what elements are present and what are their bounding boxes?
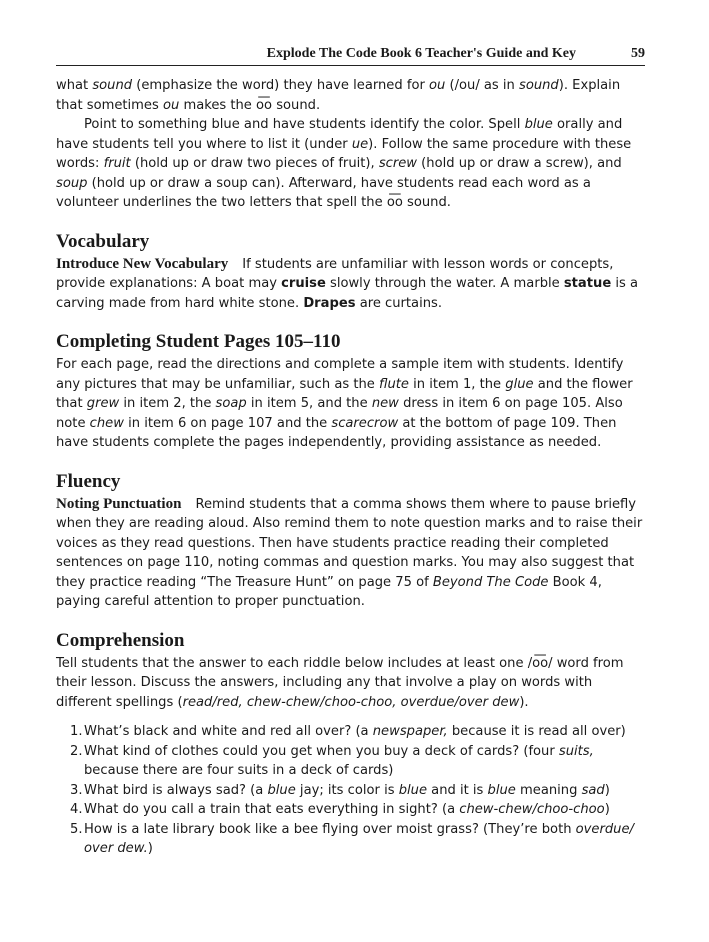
text-run: because there are four suits in a deck of cards) [84,763,394,778]
text-run: ) [604,802,610,817]
text-run: ) [147,841,153,856]
page-body [56,76,646,859]
text-run: What bird is always sad? (a [84,782,268,798]
fluency-runin-heading: Noting Punctuation [56,495,182,512]
italic-text: scarecrow [331,415,399,431]
text-run: and the flower that [56,376,633,411]
vocabulary-paragraph [56,255,646,314]
text-run: orally and have students tell you where to list it (under [56,117,623,152]
page-number: 59 [631,46,645,61]
text-run: in item 2, the [119,396,216,411]
italic-text: blue [398,782,428,798]
italic-text: soup [56,175,88,191]
text-run: meaning [515,782,582,798]
fluency-paragraph [56,495,646,612]
italic-text: flute [379,376,409,392]
comprehension-heading: Comprehension [56,629,185,651]
text-run: Book 4, paying careful attention to proper punctuation. [56,574,602,609]
text-run: is a carving made from hard white stone. [56,276,639,311]
italic-text: blue [524,117,553,132]
text-run: at the bottom of page 109. Then have students complete the pages independently, providing assistance as needed. [56,415,617,450]
riddle-item [70,781,646,801]
italic-text: soap [215,396,247,411]
text-run: (hold up or draw a screw), and [417,156,622,171]
riddle-number: 5. [70,821,83,837]
text-run: What kind of clothes could you get when you buy a deck of cards? (four [84,743,559,759]
riddle-list [56,722,646,859]
text-run: (hold up or draw two pieces of fruit), [130,156,379,171]
riddle-number: 1. [70,724,83,739]
text-run: makes the o͞o sound. [179,97,321,113]
italic-text: sound [92,78,133,93]
riddle-item [70,742,646,781]
italic-text: overdue/ over dew. [84,821,634,856]
text-run: ). Explain that sometimes [56,78,621,113]
running-header [56,40,645,66]
italic-text: chew-chew/choo-choo [459,802,605,817]
vocabulary-runin-heading: Introduce New Vocabulary [56,255,229,272]
text-run: Remind students that a comma shows them where to pause briefly when they are reading aloud. Also remind them to note question marks and to raise their voices as they read questions. Then have students practice reading their completed sentences on page 110, noting commas and question marks. You may also suggest that they practice reading “The Treasure Hunt” on page 75 of [56,496,643,590]
text-run: jay; its color is [295,782,399,798]
riddle-number: 3. [70,782,83,798]
text-run: and it is [427,782,488,798]
italic-text: new [371,396,399,411]
vocabulary-heading: Vocabulary [56,230,150,252]
riddle-item [70,820,646,859]
italic-text: sad [581,782,605,798]
italic-text: newspaper, [372,724,448,739]
intro-paragraph-1 [56,76,646,115]
text-run: because it is read all over) [447,724,626,739]
text-run: Tell students that the answer to each riddle below includes at least one /o͞o/ word from their lesson. Discuss the answers, including any that involve a play on words with different spellings ( [56,655,624,710]
text-run: ). Follow the same procedure with these words: [56,136,632,171]
italic-text: read/red, chew-chew/choo-choo, overdue/over dew [182,694,520,710]
text-run: slowly through the water. A marble [325,276,564,291]
riddle-item [70,722,646,742]
text-run: What’s black and white and red all over? (a [84,724,373,739]
book-title: Explode The Code Book 6 Teacher's Guide and Key [266,46,576,61]
italic-text: glue [505,376,534,392]
text-run: dress in item 6 on page 105. Also note [56,396,623,431]
italic-text: blue [487,782,516,798]
italic-text: Beyond The Code [432,574,549,590]
text-run: For each page, read the directions and complete a sample item with students. Identify any pictures that may be unfamiliar, such as the [56,357,624,392]
italic-text: ue [351,136,369,152]
text-run: in item 6 on page 107 and the [123,415,332,431]
italic-text: blue [267,782,296,798]
bold-text: cruise [281,276,326,291]
italic-text: sound [519,78,559,93]
text-run: (/ou/ as in [445,78,519,93]
text-run: (emphasize the word) they have learned for [132,78,430,93]
riddle-number: 4. [70,802,83,817]
text-run: What do you call a train that eats everything in sight? (a [84,802,460,817]
riddle-item [70,800,646,820]
bold-text: statue [563,276,612,291]
fluency-text [56,497,642,610]
text-run: Point to something blue and have students identify the color. Spell [84,117,525,132]
text-run: How is a late library book like a bee flying over moist grass? (They’re both [84,821,576,837]
text-run: If students are unfamiliar with lesson words or concepts, provide explanations: A boat may [56,256,614,291]
italic-text: ou [429,78,446,93]
fluency-heading: Fluency [56,470,121,492]
completing-heading: Completing Student Pages 105–110 [56,331,341,352]
text-run: in item 5, and the [246,396,372,411]
bold-text: Drapes [303,295,356,311]
text-run: ) [604,782,610,798]
text-run: what [56,78,93,93]
completing-paragraph [56,355,646,453]
italic-text: ou [162,97,180,113]
italic-text: chew [89,415,124,431]
italic-text: grew [86,396,120,411]
text-run: in item 1, the [408,376,506,392]
italic-text: screw [378,156,417,171]
riddle-number: 2. [70,743,83,759]
italic-text: suits, [558,743,594,759]
text-run: ). [519,694,529,710]
text-run: (hold up or draw a soup can). Afterward, have students read each word as a volunteer underlines the two letters that spell the o͞o sound. [56,175,591,210]
intro-paragraph-2 [56,115,646,213]
italic-text: fruit [103,156,131,171]
text-run: are curtains. [355,295,442,311]
comprehension-paragraph [56,654,646,713]
